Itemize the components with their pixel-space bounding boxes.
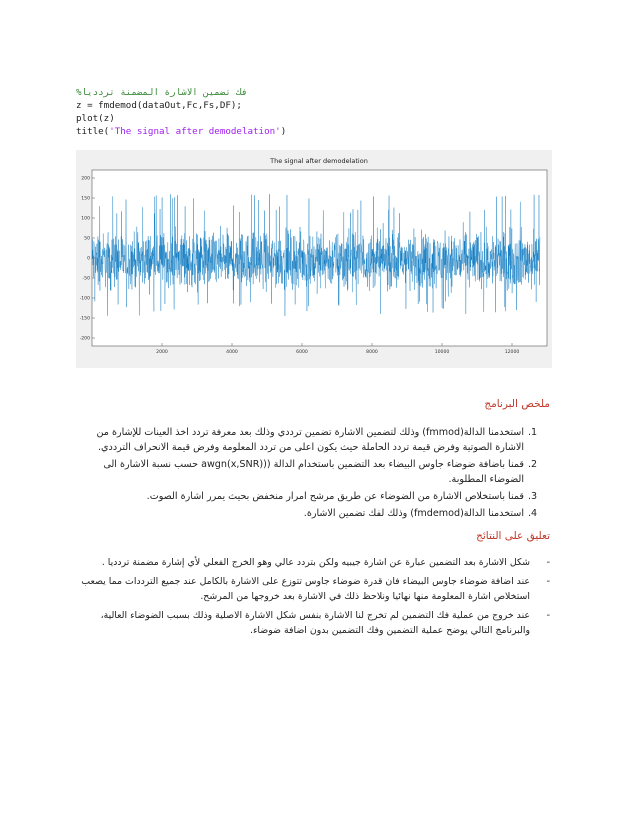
bullet-dash: -	[546, 557, 550, 568]
demodulated-signal-chart	[76, 150, 552, 368]
plot-figure	[76, 150, 552, 368]
item-number: .4	[528, 508, 538, 519]
comments-section	[476, 530, 550, 542]
comments-list	[80, 555, 550, 642]
y-tick-label: -100	[79, 296, 90, 302]
code-comment: %فك تضمين الاشارة المضمنة تردديا	[76, 87, 248, 98]
code-title-string: 'The signal after demodelation'	[109, 126, 281, 137]
item-text: قمنا باضافة ضوضاء جاوس البيضاء بعد التضمين باستخدام الدالة ((awgn(x,SNR) حسب نسبة الاشارة الى الضوضاء المطلوبة.	[103, 459, 524, 485]
y-tick-label: -150	[79, 316, 90, 322]
x-tick-label: 10000	[434, 350, 450, 355]
item-text: قمنا باستخلاص الاشارة من الضوضاء عن طريق مرشح امرار منخفض بحيث يمرر اشارة الصوت.	[146, 491, 524, 502]
item-text: استخدمنا الدالة(fmdemod) وذلك لفك تضمين الاشارة.	[303, 508, 524, 519]
comments-heading: تعليق على النتائج	[476, 530, 550, 542]
item-number: .3	[528, 491, 538, 502]
comment-text: عند خروج من عملية فك التضمين لم تخرج لنا الاشارة بنفس شكل الاشارة الاصلية وذلك بسبب الضوضاء العالية، والبرنامج التالي يوضح عملية التضمين وفك التضمين بدون اضافة ضوضاء.	[100, 610, 530, 636]
summary-item	[90, 506, 550, 521]
x-tick-label: 2000	[156, 350, 168, 355]
bullet-dash: -	[546, 576, 550, 587]
chart-title: The signal after demodelation	[270, 157, 368, 165]
comment-item	[80, 574, 550, 604]
item-number: .2	[528, 459, 538, 470]
y-tick-label: -200	[79, 336, 90, 342]
item-text: استخدمنا الدالة(fmmod) وذلك لتضمين الاشارة تضمين ترددي وذلك بعد معرفة تردد اخذ العينات للإشارة من الاشارة الصوتية وفرض قيمة تردد الحاملة حيث يكون اعلى من تردد المعلومة وفرض قيمة الانحراف الترددي.	[96, 427, 524, 453]
comment-item	[80, 555, 550, 570]
code-line-title	[76, 125, 376, 138]
code-line-plot: plot(z)	[76, 113, 115, 124]
summary-item	[90, 457, 550, 487]
x-tick-label: 4000	[226, 350, 238, 355]
summary-list	[90, 425, 550, 523]
item-number: .1	[528, 427, 538, 438]
code-title-suffix: )	[280, 126, 287, 137]
summary-heading: ملخص البرنامج	[484, 398, 550, 410]
x-tick-label: 6000	[296, 350, 308, 355]
summary-item	[90, 425, 550, 455]
code-title-prefix: title(	[76, 126, 110, 137]
y-tick-label: 100	[81, 216, 90, 222]
y-tick-label: -50	[82, 276, 90, 282]
bullet-dash: -	[546, 610, 550, 621]
code-line-fmdemod: z = fmdemod(dataOut,Fc,Fs,DF);	[76, 100, 242, 111]
y-tick-label: 50	[84, 236, 90, 242]
matlab-code-block	[76, 86, 376, 138]
y-tick-label: 150	[81, 196, 90, 202]
comment-text: عند اضافة ضوضاء جاوس البيضاء فان قدرة ضوضاء جاوس تتوزع على الاشارة بالكامل عند جميع الترددات مما يصعب استخلاص اشارة المعلومة منها نهائيا ونلاحظ ذلك في الاشارة بعد خروجها من المرشح.	[81, 576, 530, 602]
comment-item	[80, 608, 550, 638]
comment-text: شكل الاشارة بعد التضمين عبارة عن اشارة جيبيه ولكن بتردد عالي وهو الخرج الفعلي لأي إشارة مضمنة تردديا .	[101, 557, 530, 568]
y-tick-label: 0	[87, 256, 90, 262]
x-tick-label: 8000	[366, 350, 378, 355]
x-tick-label: 12000	[504, 350, 520, 355]
y-tick-label: 200	[81, 176, 90, 182]
summary-section	[484, 398, 550, 410]
summary-item	[90, 489, 550, 504]
